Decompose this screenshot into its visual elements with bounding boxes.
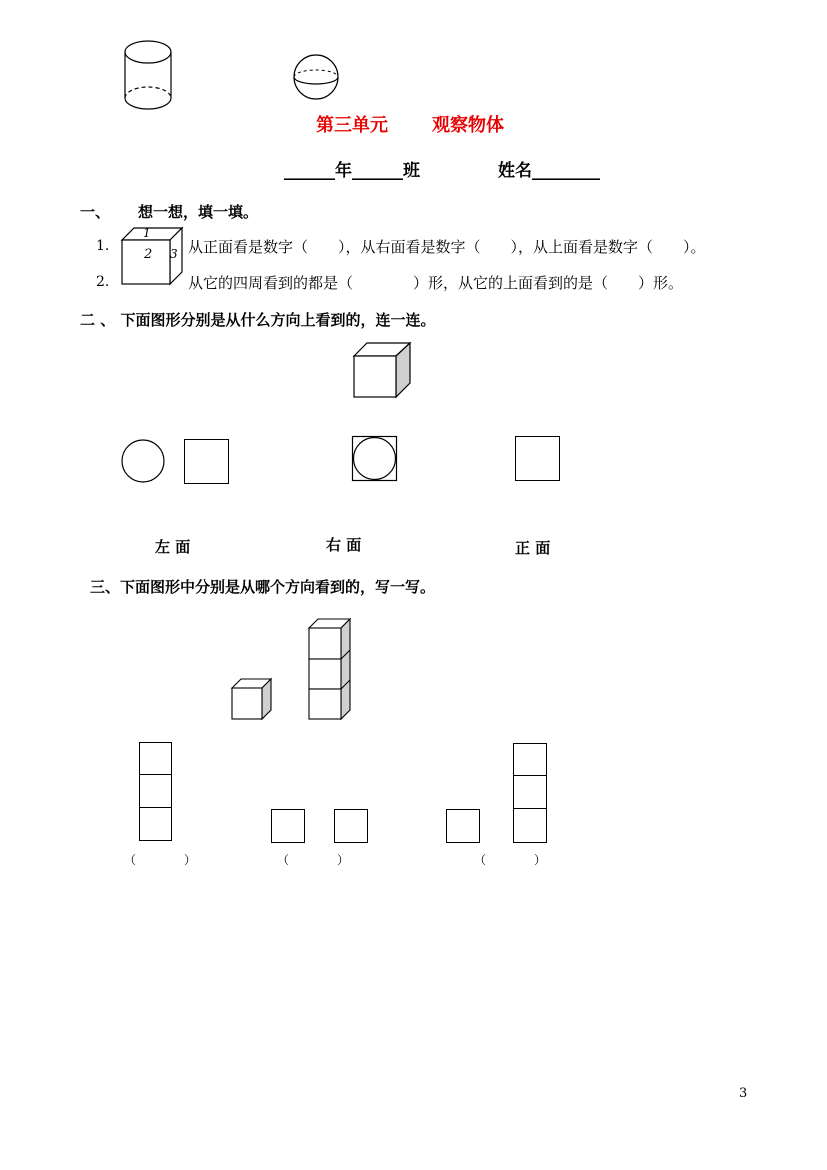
answer-blank-2[interactable]: （ ） <box>277 853 350 867</box>
q2-number: 2. <box>96 274 110 290</box>
cube-face-front: 2 <box>144 247 153 262</box>
q1-text: 从正面看是数字（ ），从右面看是数字（ ），从上面看是数字（ ）。 <box>188 238 706 256</box>
sphere-figure <box>290 52 342 102</box>
q1-number: 1. <box>96 238 110 254</box>
label-front-view[interactable]: 正 面 <box>515 539 551 557</box>
cube-face-right: 3 <box>170 247 178 261</box>
section3-heading: 三、下面图形中分别是从哪个方向看到的，写一写。 <box>90 578 436 596</box>
view-1-square <box>139 774 172 808</box>
label-left-view[interactable]: 左 面 <box>155 538 191 556</box>
year-label: 年 <box>335 161 352 181</box>
object-small-cube <box>231 678 273 720</box>
view-square-left[interactable] <box>184 439 229 484</box>
view-1-square <box>139 742 172 775</box>
view-3-square <box>513 775 547 809</box>
q2-text: 从它的四周看到的都是（ ）形，从它的上面看到的是（ ）形。 <box>188 274 684 292</box>
cylinder-figure <box>118 36 178 116</box>
class-label: 班 <box>403 161 420 181</box>
page-number: 3 <box>739 1086 748 1101</box>
view-3-square <box>513 808 547 843</box>
object-cube-stack <box>308 618 352 720</box>
view-circle[interactable] <box>121 439 165 483</box>
label-right-view[interactable]: 右 面 <box>326 536 362 554</box>
topic-title: 观察物体 <box>432 115 504 136</box>
section2-heading: 二 、 下面图形分别是从什么方向上看到的，连一连。 <box>80 311 436 329</box>
student-info-line <box>284 156 420 181</box>
name-label: 姓名 <box>498 161 532 181</box>
year-blank[interactable]: ______ <box>284 161 335 181</box>
view-1-square <box>139 807 172 841</box>
name-field <box>498 156 600 181</box>
view-2-square-left <box>271 809 305 843</box>
section1-number: 一、 <box>80 203 111 221</box>
section1-heading: 想一想，填一填。 <box>138 203 259 221</box>
cube-face-top: 1 <box>143 226 151 240</box>
name-blank[interactable]: ________ <box>532 161 600 181</box>
answer-blank-3[interactable]: （ ） <box>474 853 547 867</box>
view-square-right[interactable] <box>515 436 560 481</box>
view-3-square <box>513 743 547 776</box>
view-3-square-single <box>446 809 480 843</box>
view-square-with-circle[interactable] <box>352 436 397 481</box>
view-2-square-right <box>334 809 368 843</box>
answer-blank-1[interactable]: （ ） <box>124 853 197 867</box>
class-blank[interactable]: ______ <box>352 161 403 181</box>
unit-title: 第三单元 <box>316 115 388 136</box>
object-cube-with-cylinder <box>353 342 413 398</box>
